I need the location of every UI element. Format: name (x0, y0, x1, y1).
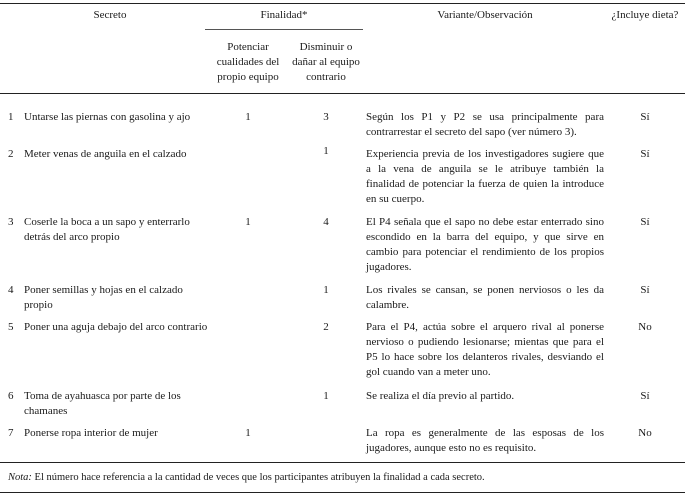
row-1-potenciar: 1 (245, 111, 251, 123)
row-5-number: 5 (8, 321, 14, 333)
row-4-disminuir: 1 (323, 284, 329, 296)
row-5-secreto: Poner una aguja debajo del arco contrario (24, 321, 208, 333)
header-secreto: Secreto (93, 9, 127, 21)
row-5-variante: Para el P4, actúa sobre el arquero rival al ponerse nervioso o pudiendo lesionarse; mientas que para el P5 lo hace sobre los delanteros rivales, desviando el gol cuando van a meter uno. (366, 321, 604, 378)
row-7-secreto: Ponerse ropa interior de mujer (24, 427, 158, 439)
top-rule (0, 3, 685, 4)
row-4-variante: Los rivales se cansan, se ponen nerviosos o les da calambre. (366, 284, 604, 311)
note-bottom-rule (0, 492, 685, 493)
row-6-variante: Se realiza el día previo al partido. (366, 390, 515, 402)
table-bottom-rule (0, 462, 685, 463)
row-3-disminuir: 4 (323, 216, 329, 228)
row-7-dieta: No (638, 427, 652, 439)
row-3-dieta: Sí (640, 216, 650, 228)
row-7-number: 7 (8, 427, 14, 439)
row-5-disminuir: 2 (323, 321, 329, 333)
row-2-dieta: Sí (640, 148, 650, 160)
header-bottom-rule (0, 93, 685, 94)
row-2-variante: Experiencia previa de los investigadores sugiere que a la vena de anguila se le atribuye también la finalidad de potenciar la fuerza de quien la introduce en su cuerpo. (366, 148, 604, 205)
row-6-secreto: Toma de ayahuasca por parte de los chamanes (24, 390, 181, 417)
row-2-disminuir: 1 (323, 145, 329, 157)
row-4-dieta: Sí (640, 284, 650, 296)
row-6-dieta: Sí (640, 390, 650, 402)
row-1-variante: Según los P1 y P2 se usa principalmente para contrarrestar el secreto del sapo (ver número 3). (366, 111, 604, 138)
row-2-number: 2 (8, 148, 14, 160)
note-label: Nota: (8, 472, 32, 483)
row-5-dieta: No (638, 321, 652, 333)
row-4-number: 4 (8, 284, 14, 296)
row-2-secreto: Meter venas de anguila en el calzado (24, 148, 187, 160)
row-1-disminuir: 3 (323, 111, 329, 123)
row-1-secreto: Untarse las piernas con gasolina y ajo (24, 111, 191, 123)
finalidad-underline (205, 29, 363, 30)
row-6-disminuir: 1 (323, 390, 329, 402)
row-4-secreto: Poner semillas y hojas en el calzado propio (24, 284, 183, 311)
row-3-number: 3 (8, 216, 14, 228)
header-variante: Variante/Observación (437, 9, 533, 21)
note-text: El número hace referencia a la cantidad de veces que los participantes atribuyen la finalidad a cada secreto. (34, 472, 485, 483)
header-dieta: ¿Incluye dieta? (611, 9, 679, 21)
row-3-variante: El P4 señala que el sapo no debe estar enterrado sino escondido en la barra del equipo, y que sirve en cambio para potenciar el rendimiento de los propios jugadores. (366, 216, 604, 273)
row-7-potenciar: 1 (245, 427, 251, 439)
table-note (8, 470, 678, 485)
header-disminuir: Disminuir o dañar al equipo contrario (292, 41, 360, 83)
row-3-secreto: Coserle la boca a un sapo y enterrarlo detrás del arco propio (24, 216, 190, 243)
row-6-number: 6 (8, 390, 14, 402)
row-7-variante: La ropa es generalmente de las esposas de los jugadores, aunque esto no es requisito. (366, 427, 604, 454)
header-finalidad: Finalidad* (260, 9, 308, 21)
header-potenciar: Potenciar cualidades del propio equipo (216, 41, 280, 83)
row-1-dieta: Sí (640, 111, 650, 123)
row-3-potenciar: 1 (245, 216, 251, 228)
row-1-number: 1 (8, 111, 14, 123)
